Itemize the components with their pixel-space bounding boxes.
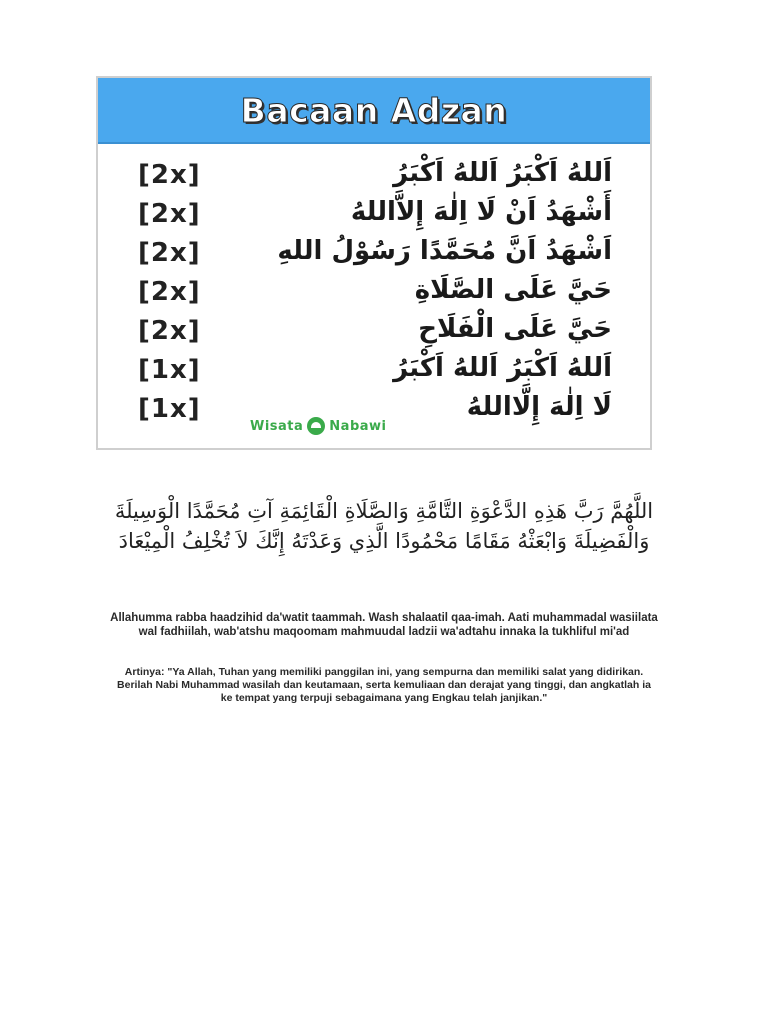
adzan-line-arabic: حَيَّ عَلَى الْفَلَاحِ xyxy=(418,314,612,344)
watermark-text-left: Wisata xyxy=(250,418,304,434)
adzan-line-arabic: حَيَّ عَلَى الصَّلَاةِ xyxy=(414,275,612,305)
doa-translation: Artinya: "Ya Allah, Tuhan yang memiliki panggilan ini, yang sempurna dan memiliki salat yang didirikan. Berilah Nabi Muhammad wasilah dan keutamaan, serta kemuliaan dan derajat yang tinggi, dan angkatlah ia ke tempat yang terpuji sebagaimana yang Engkau telah janjikan." xyxy=(117,666,651,704)
adzan-line-arabic: لَا اِلٰهَ إِلَّااللهُ xyxy=(466,392,612,422)
adzan-line-arabic: اَللهُ اَكْبَرُ اَللهُ اَكْبَرُ xyxy=(393,353,612,383)
adzan-line-arabic: اَشْهَدُ اَنَّ مُحَمَّدًا رَسُوْلُ اللهِ xyxy=(277,236,612,266)
doa-arabic-text: اللَّهُمَّ رَبَّ هَذِهِ الدَّعْوَةِ التَّامَّةِ وَالصَّلَاةِ الْقَائِمَةِ آتِ مُحَمَّدًا الْوَسِيلَةَ وَالْفَضِيلَةَ وَابْعَثْهُ مَقَامًا مَحْمُودًا الَّذِي وَعَدْتَهُ إِنَّكَ لاَ تُخْلِفُ الْمِيْعَادَ xyxy=(114,499,654,553)
repeat-count: [2x] xyxy=(138,160,201,190)
repeat-count: [2x] xyxy=(138,316,201,346)
adzan-line-arabic: أَشْهَدُ اَنْ لَا اِلٰهَ إِلاَّاللهُ xyxy=(350,197,612,227)
repeat-count: [2x] xyxy=(138,199,201,229)
repeat-count: [2x] xyxy=(138,277,201,307)
brand-watermark xyxy=(250,417,387,435)
repeat-count: [1x] xyxy=(138,394,201,424)
adzan-title: Bacaan Adzan xyxy=(240,90,508,130)
adzan-row xyxy=(98,158,650,197)
adzan-row xyxy=(98,197,650,236)
watermark-text-right: Nabawi xyxy=(329,418,387,434)
adzan-row xyxy=(98,314,650,353)
adzan-line-arabic: اَللهُ اَكْبَرُ اَللهُ اَكْبَرُ xyxy=(393,158,612,188)
doa-transliteration: Allahumma rabba haadzihid da'watit taammah. Wash shalaatil qaa-imah. Aati muhammadal wasiilata wal fadhiilah, wab'atshu maqoomam mahmuudal ladzii wa'adtahu innaka la tukhliful mi'ad xyxy=(110,612,658,638)
adzan-row xyxy=(98,236,650,275)
adzan-rows xyxy=(98,158,650,431)
repeat-count: [2x] xyxy=(138,238,201,268)
repeat-count: [1x] xyxy=(138,355,201,385)
adzan-row xyxy=(98,353,650,392)
adzan-header xyxy=(98,78,650,144)
adzan-row xyxy=(98,275,650,314)
adzan-card xyxy=(96,76,652,450)
mosque-icon xyxy=(307,417,325,435)
